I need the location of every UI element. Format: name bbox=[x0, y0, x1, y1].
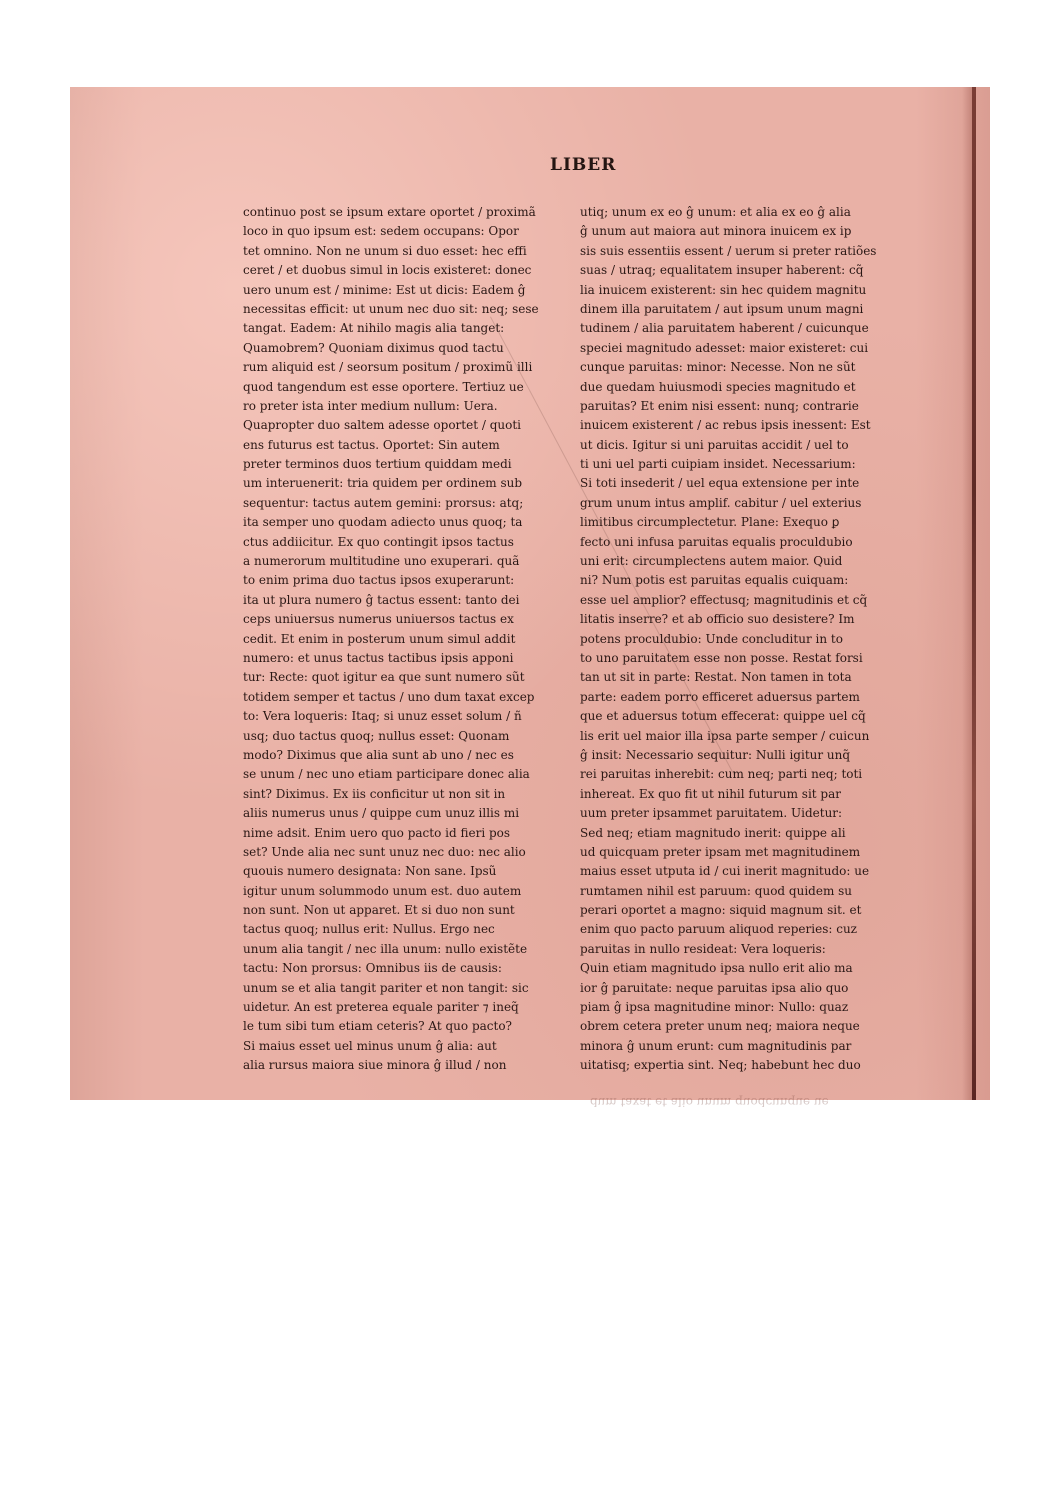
text-line: uero unum est / minime: Est ut dicis: Eadem ĝ bbox=[243, 282, 526, 297]
text-line: nime adsit. Enim uero quo pacto id fieri pos bbox=[243, 825, 511, 840]
text-line: uni erit: circumplectens autem maior. Quid bbox=[580, 554, 843, 569]
text-line: ceps uniuersus numerus uniuersos tactus ex bbox=[243, 612, 514, 627]
text-line: paruitas in nullo resideat: Vera loqueris: bbox=[580, 941, 826, 956]
bleed-through-text: dum taxat et alio unum quodcunque ue bbox=[590, 1095, 829, 1109]
text-line: ro preter ista inter medium nullum: Uera. bbox=[243, 398, 498, 413]
text-line: unum alia tangit / nec illa unum: nullo existẽte bbox=[243, 941, 528, 956]
text-line: Quamobrem? Quoniam diximus quod tactu bbox=[243, 340, 504, 355]
text-line: loco in quo ipsum est: sedem occupans: Opor bbox=[243, 224, 519, 239]
text-line: parte: eadem porro efficeret aduersus partem bbox=[580, 689, 860, 704]
text-line: esse uel amplior? effectusq; magnitudinis et cq̃ bbox=[580, 592, 868, 607]
text-line: grum unum intus amplif. cabitur / uel exterius bbox=[580, 495, 862, 510]
text-line: quod tangendum est esse oportere. Tertiuz ue bbox=[243, 379, 524, 394]
text-line: to: Vera loqueris: Itaq; si unuz esset solum / ñ bbox=[243, 709, 522, 724]
text-line: enim quo pacto paruum aliquod reperies: cuz bbox=[580, 922, 857, 937]
text-line: ĝ unum aut maiora aut minora inuicem ex ip bbox=[580, 224, 852, 239]
text-line: Si maius esset uel minus unum ĝ alia: aut bbox=[243, 1038, 497, 1053]
text-line: speciei magnitudo adesset: maior existeret: cui bbox=[580, 340, 869, 355]
text-line: piam ĝ ipsa magnitudine minor: Nullo: quaz bbox=[580, 1000, 849, 1015]
text-line: usq; duo tactus quoq; nullus esset: Quonam bbox=[243, 728, 510, 743]
text-line: ĝ insit: Necessario sequitur: Nulli igitur unq̃ bbox=[580, 747, 851, 762]
text-line: alia rursus maiora siue minora ĝ illud / non bbox=[243, 1058, 507, 1073]
text-line: non sunt. Non ut apparet. Et si duo non sunt bbox=[243, 903, 515, 918]
text-line: unum se et alia tangit pariter et non tangit: sic bbox=[243, 980, 529, 995]
text-line: se unum / nec uno etiam participare donec alia bbox=[243, 767, 530, 782]
text-line: um interuenerit: tria quidem per ordinem sub bbox=[243, 476, 523, 491]
text-line: le tum sibi tum etiam ceteris? At quo pacto? bbox=[243, 1019, 512, 1034]
text-line: igitur unum solummodo unum est. duo autem bbox=[243, 883, 522, 898]
text-line: totidem semper et tactus / uno dum taxat excep bbox=[243, 689, 535, 704]
text-line: ita ut plura numero ĝ tactus essent: tanto dei bbox=[243, 592, 520, 607]
text-line: lis erit uel maior illa ipsa parte semper / cuicun bbox=[580, 728, 870, 743]
text-line: set? Unde alia nec sunt unuz nec duo: nec alio bbox=[243, 844, 526, 859]
text-line: to uno paruitatem esse non posse. Restat forsi bbox=[580, 650, 863, 665]
text-line: due quedam huiusmodi species magnitudo et bbox=[580, 379, 856, 394]
text-line: que et aduersus totum effecerat: quippe uel cq̃ bbox=[580, 709, 866, 724]
text-line: ita semper uno quodam adiecto unus quoq; ta bbox=[243, 515, 523, 530]
text-line: uidetur. An est preterea equale pariter ⁊ ineq̃ bbox=[243, 1000, 519, 1015]
text-line: ctus addiicitur. Ex quo contingit ipsos tactus bbox=[243, 534, 514, 549]
text-line: ior ĝ paruitate: neque paruitas ipsa alio quo bbox=[580, 980, 849, 995]
text-line: cedit. Et enim in posterum unum simul addit bbox=[243, 631, 516, 646]
text-line: lia inuicem existerent: sin hec quidem magnitu bbox=[580, 282, 867, 297]
text-line: Quin etiam magnitudo ipsa nullo erit alio ma bbox=[580, 961, 853, 976]
left-text-column bbox=[243, 203, 561, 1076]
text-line: tur: Recte: quot igitur ea que sunt numero sũt bbox=[243, 670, 525, 685]
text-line: ud quicquam preter ipsam met magnitudinem bbox=[580, 844, 861, 859]
text-line: tangat. Eadem: At nihilo magis alia tanget: bbox=[243, 321, 505, 336]
text-line: paruitas? Et enim nisi essent: nunq; contrarie bbox=[580, 398, 859, 413]
text-line: quouis numero designata: Non sane. Ipsũ bbox=[243, 864, 497, 879]
text-line: utiq; unum ex eo ĝ unum: et alia ex eo ĝ alia bbox=[580, 205, 851, 219]
text-line: tet omnino. Non ne unum si duo esset: hec effi bbox=[243, 243, 527, 258]
text-line: inuicem existerent / ac rebus ipsis inessent: Est bbox=[580, 418, 871, 433]
text-line: preter terminos duos tertium quiddam medi bbox=[243, 457, 512, 472]
scanned-page bbox=[70, 87, 990, 1109]
right-text-column bbox=[580, 203, 898, 1076]
text-line: minora ĝ unum erunt: cum magnitudinis par bbox=[580, 1038, 852, 1053]
text-line: suas / utraq; equalitatem insuper haberent: cq̃ bbox=[580, 263, 864, 278]
text-line: cunque paruitas: minor: Necesse. Non ne sũt bbox=[580, 360, 856, 375]
text-line: limitibus circumplectetur. Plane: Exequo ꝑ bbox=[580, 515, 840, 530]
text-line: Si toti insederit / uel equa extensione per inte bbox=[580, 476, 860, 491]
text-line: litatis inserre? et ab officio suo desistere? Im bbox=[580, 612, 855, 627]
text-line: tactu: Non prorsus: Omnibus iis de causis: bbox=[243, 961, 502, 976]
text-line: tan ut sit in parte: Restat. Non tamen in tota bbox=[580, 670, 852, 685]
text-line: Sed neq; etiam magnitudo inerit: quippe ali bbox=[580, 825, 846, 840]
text-line: dinem illa paruitatem / aut ipsum unum magni bbox=[580, 301, 864, 316]
text-line: Quapropter duo saltem adesse oportet / quoti bbox=[243, 418, 521, 433]
text-line: ni? Num potis est paruitas equalis cuiquam: bbox=[580, 573, 849, 588]
text-line: rei paruitas inherebit: cum neq; parti neq; toti bbox=[580, 767, 863, 782]
text-line: fecto uni infusa paruitas equalis proculdubio bbox=[580, 534, 853, 549]
text-line: inhereat. Ex quo fit ut nihil futurum sit par bbox=[580, 786, 842, 801]
text-line: sequentur: tactus autem gemini: prorsus: atq; bbox=[243, 495, 524, 510]
text-line: potens proculdubio: Unde concluditur in to bbox=[580, 631, 843, 646]
page-edge bbox=[972, 87, 976, 1100]
text-line: rumtamen nihil est paruum: quod quidem su bbox=[580, 883, 853, 898]
text-line: ut dicis. Igitur si uni paruitas accidit / uel to bbox=[580, 437, 849, 452]
text-line: to enim prima duo tactus ipsos exuperarunt: bbox=[243, 573, 515, 588]
text-line: rum aliquid est / seorsum positum / proximũ illi bbox=[243, 360, 533, 375]
running-head: LIBER bbox=[550, 155, 617, 175]
text-line: sint? Diximus. Ex iis conficitur ut non sit in bbox=[243, 786, 506, 801]
text-line: necessitas efficit: ut unum nec duo sit: neq; sese bbox=[243, 301, 539, 316]
text-line: numero: et unus tactus tactibus ipsis apponi bbox=[243, 650, 514, 665]
text-line: aliis numerus unus / quippe cum unuz illis mi bbox=[243, 806, 520, 821]
text-line: sis suis essentiis essent / uerum si preter ratiões bbox=[580, 243, 877, 258]
text-line: continuo post se ipsum extare oportet / proximã bbox=[243, 205, 536, 219]
text-line: a numerorum multitudine uno exuperari. quã bbox=[243, 554, 520, 569]
page-edge-shadow bbox=[962, 87, 972, 1100]
text-line: modo? Diximus que alia sunt ab uno / nec es bbox=[243, 747, 514, 762]
text-line: ti uni uel parti cuipiam insidet. Necessarium: bbox=[580, 457, 856, 472]
text-line: uum preter ipsammet paruitatem. Uidetur: bbox=[580, 806, 843, 821]
text-line: uitatisq; expertia sint. Neq; habebunt hec duo bbox=[580, 1058, 861, 1073]
text-line: ceret / et duobus simul in locis existeret: donec bbox=[243, 263, 532, 278]
text-line: obrem cetera preter unum neq; maiora neque bbox=[580, 1019, 860, 1034]
text-line: tactus quoq; nullus erit: Nullus. Ergo nec bbox=[243, 922, 495, 937]
text-line: perari oportet a magno: siquid magnum sit. et bbox=[580, 903, 862, 918]
text-line: ens futurus est tactus. Oportet: Sin autem bbox=[243, 437, 500, 452]
text-line: maius esset utputa id / cui inerit magnitudo: ue bbox=[580, 864, 870, 879]
text-line: tudinem / alia paruitatem haberent / cuicunque bbox=[580, 321, 869, 336]
